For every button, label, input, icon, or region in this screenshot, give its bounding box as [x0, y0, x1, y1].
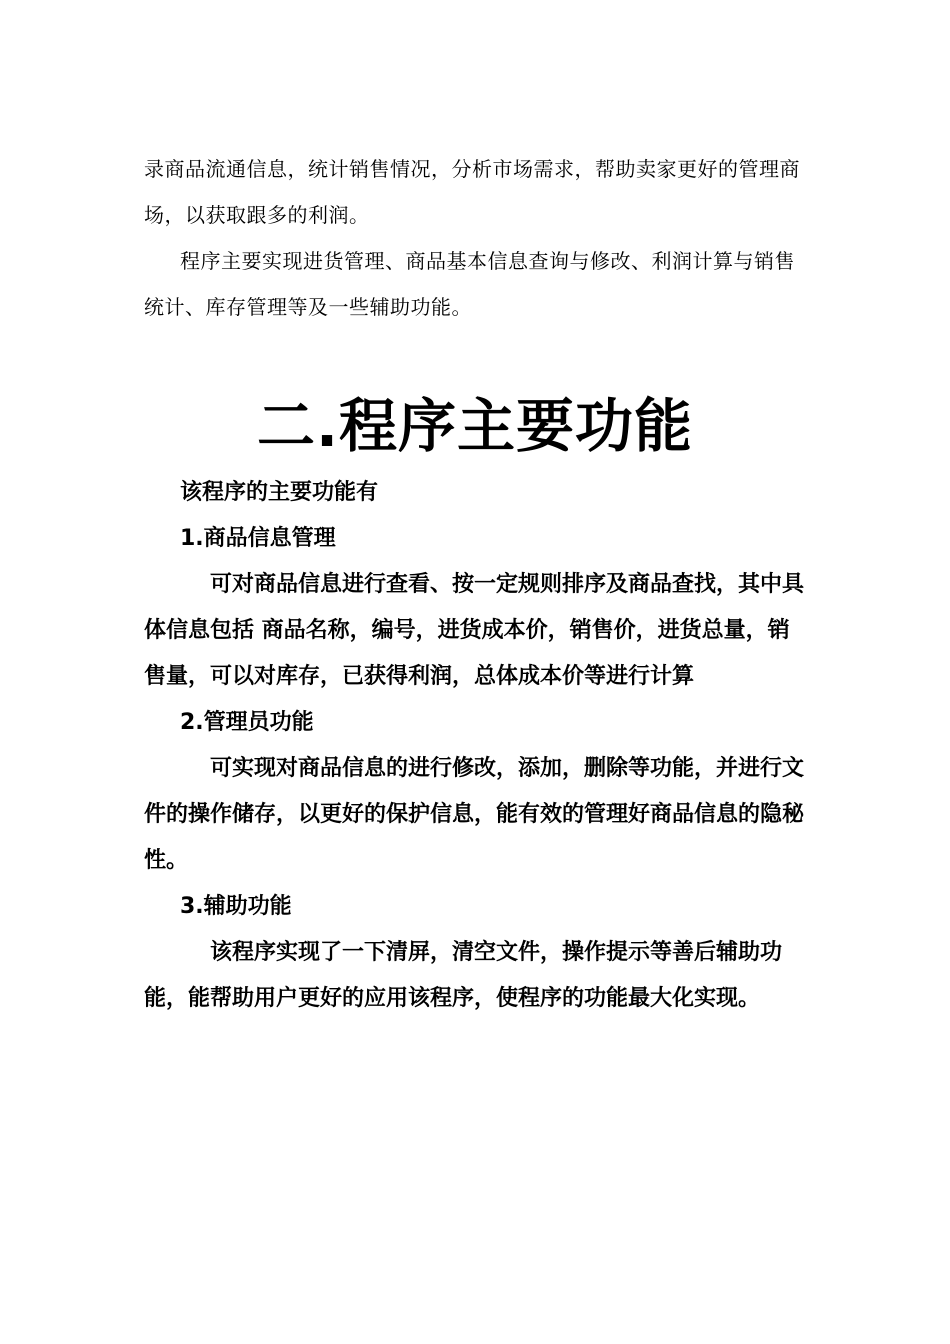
section-lead: 该程序的主要功能有	[180, 480, 379, 505]
item-body-1: 可对商品信息进行查看、按一定规则排序及商品查找，其中具体信息包括 商品名称，编号，进货成本价，销售价，进货总量，销售量，可以对库存，已获得利润，总体成本价等进行计算	[144, 572, 805, 689]
intro-paragraph-2: 程序主要实现进货管理、商品基本信息查询与修改、利润计算与销售统计、库存管理等及一些辅助功能。	[144, 249, 795, 319]
item-heading-1: 1.商品信息管理	[180, 526, 336, 551]
intro-paragraph-1: 录商品流通信息，统计销售情况，分析市场需求，帮助卖家更好的管理商场，以获取跟多的利润。	[144, 157, 800, 227]
item-body-3: 该程序实现了一下清屏，清空文件，操作提示等善后辅助功能，能帮助用户更好的应用该程序，使程序的功能最大化实现。	[144, 940, 783, 1011]
section-content	[144, 470, 808, 1022]
item-body-2: 可实现对商品信息的进行修改，添加，删除等功能，并进行文件的操作储存，以更好的保护信息，能有效的管理好商品信息的隐秘性。	[144, 756, 805, 873]
item-heading-3: 3.辅助功能	[180, 894, 292, 919]
section-title: 二.程序主要功能	[256, 392, 694, 460]
item-heading-2: 2.管理员功能	[180, 710, 314, 735]
intro-text	[144, 146, 808, 330]
